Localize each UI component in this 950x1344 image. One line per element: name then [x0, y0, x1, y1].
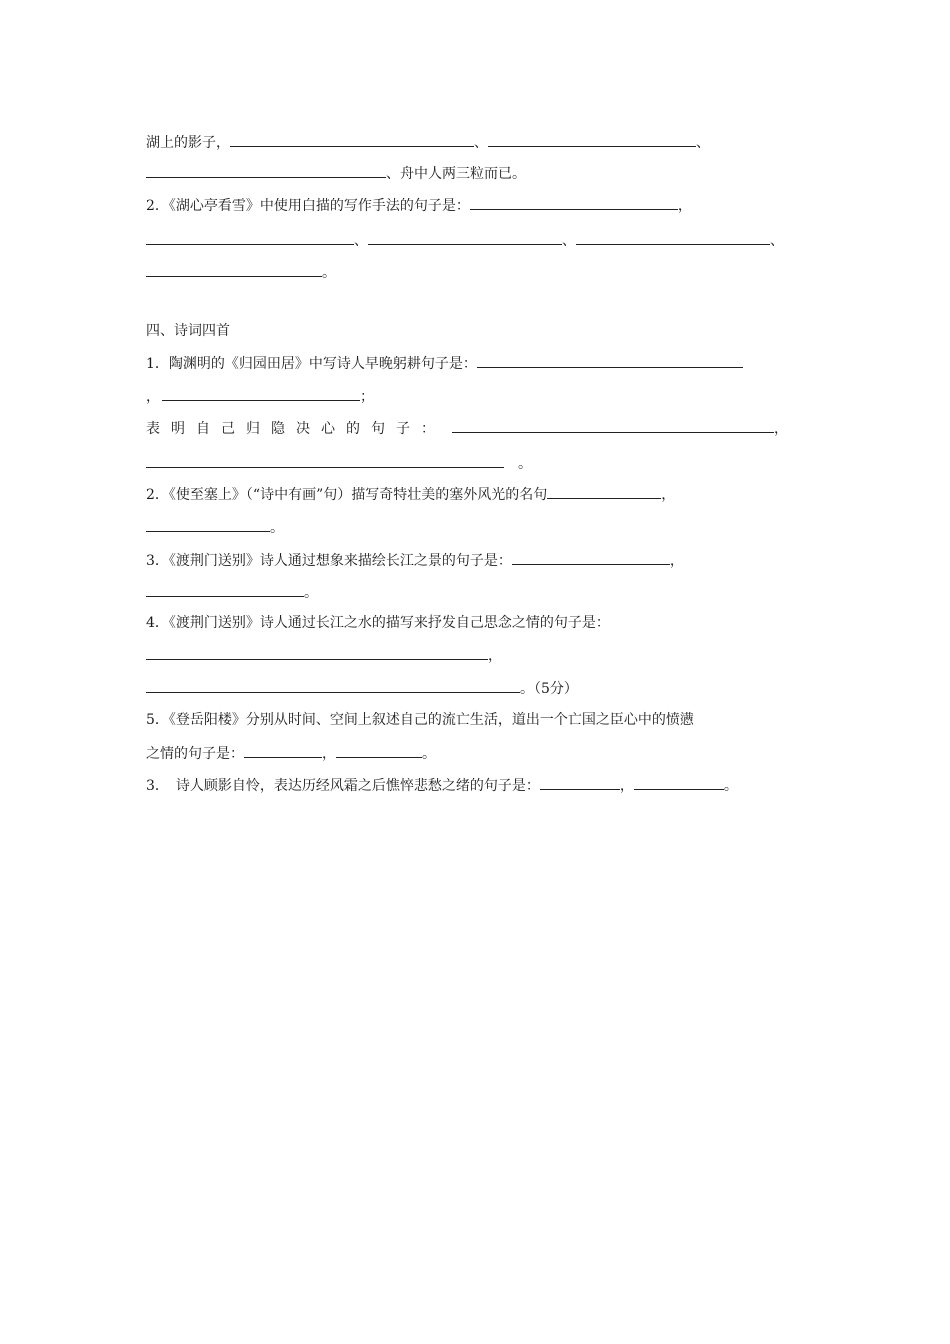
- text: ，: [677, 198, 692, 214]
- sec4-q2-line-2: [146, 517, 284, 535]
- sec4-q3-line-2: [146, 582, 318, 600]
- section-heading: [146, 322, 230, 340]
- answer-blank[interactable]: [146, 645, 488, 660]
- text: ，: [488, 648, 502, 664]
- sec3-line-1: [146, 132, 710, 150]
- answer-blank[interactable]: [146, 582, 304, 597]
- text: 。（5分）: [520, 681, 578, 697]
- sec4-q4-line-3: [146, 678, 578, 696]
- sec4-q5-line-1: [146, 711, 694, 729]
- text: 、: [562, 233, 576, 249]
- answer-blank[interactable]: [477, 353, 743, 368]
- text: ，: [774, 421, 788, 437]
- sec4-q5-line-2: [146, 743, 436, 761]
- text: ；: [360, 389, 374, 405]
- sec3-line-2: [146, 163, 526, 181]
- question-text: 3． 诗人顾影自怜，表达历经风霜之后憔悴悲愁之绪的句子是：: [146, 778, 540, 794]
- question-text: 2．《使至塞上》（“诗中有画”句）描写奇特壮美的塞外风光的名句: [146, 487, 548, 503]
- sec4-q4-line-2: [146, 645, 502, 663]
- answer-blank[interactable]: [512, 550, 670, 565]
- text: 。: [270, 520, 284, 536]
- text: 、: [770, 233, 784, 249]
- answer-blank[interactable]: [146, 678, 520, 693]
- answer-blank[interactable]: [470, 195, 678, 210]
- text: 湖上的影子，: [146, 135, 230, 151]
- text: 之情的句子是：: [146, 746, 244, 762]
- question-text: 1．陶渊明的《归园田居》中写诗人早晚躬耕句子是：: [146, 356, 477, 372]
- answer-blank[interactable]: [244, 743, 322, 758]
- text: ，: [146, 389, 160, 405]
- sec3-q2-line-3: [146, 262, 336, 280]
- answer-blank[interactable]: [540, 775, 620, 790]
- answer-blank[interactable]: [336, 743, 422, 758]
- text: ，: [669, 553, 684, 569]
- sec3-q2-line-2: [146, 230, 784, 248]
- text: 、: [474, 135, 488, 151]
- sec3-q2-line-1: [146, 195, 692, 213]
- answer-blank[interactable]: [452, 418, 774, 433]
- sec4-q1-line-3: [146, 418, 788, 436]
- answer-blank[interactable]: [162, 386, 360, 401]
- question-text: 5．《登岳阳楼》分别从时间、空间上叙述自己的流亡生活，道出一个亡国之臣心中的愤懑: [146, 712, 694, 728]
- text: 、: [696, 135, 710, 151]
- answer-blank[interactable]: [634, 775, 724, 790]
- text: ，: [619, 778, 634, 794]
- answer-blank[interactable]: [146, 163, 386, 178]
- text: 。: [422, 746, 436, 762]
- text: ，: [661, 487, 676, 503]
- text: 。: [723, 778, 738, 794]
- answer-blank[interactable]: [146, 453, 504, 468]
- answer-blank[interactable]: [488, 132, 696, 147]
- sec4-q1-line-1: [146, 353, 743, 371]
- answer-blank[interactable]: [230, 132, 474, 147]
- answer-blank[interactable]: [576, 230, 770, 245]
- heading-text: 四、诗词四首: [146, 323, 230, 339]
- text: 。: [322, 265, 336, 281]
- answer-blank[interactable]: [146, 262, 322, 277]
- answer-blank[interactable]: [368, 230, 562, 245]
- text: 。: [304, 585, 318, 601]
- text: 、: [354, 233, 368, 249]
- question-text: 表明自己归隐决心的句子：: [146, 421, 446, 437]
- answer-blank[interactable]: [547, 484, 661, 499]
- text: 、舟中人两三粒而已。: [386, 166, 526, 182]
- sec4-q1-line-4: [146, 453, 532, 471]
- question-text: 3．《渡荆门送别》诗人通过想象来描绘长江之景的句子是：: [146, 553, 512, 569]
- sec4-q4-line-1: [146, 614, 610, 632]
- question-text: 4．《渡荆门送别》诗人通过长江之水的描写来抒发自己思念之情的句子是：: [146, 615, 610, 631]
- sec4-q6-line-1: [146, 775, 738, 793]
- sec4-q2-line-1: [146, 484, 675, 502]
- answer-blank[interactable]: [146, 517, 270, 532]
- answer-blank[interactable]: [146, 230, 354, 245]
- question-text: 2．《湖心亭看雪》中使用白描的写作手法的句子是：: [146, 198, 470, 214]
- sec4-q1-line-2: [146, 386, 374, 404]
- text: 。: [518, 456, 532, 472]
- text: ，: [322, 746, 336, 762]
- sec4-q3-line-1: [146, 550, 684, 568]
